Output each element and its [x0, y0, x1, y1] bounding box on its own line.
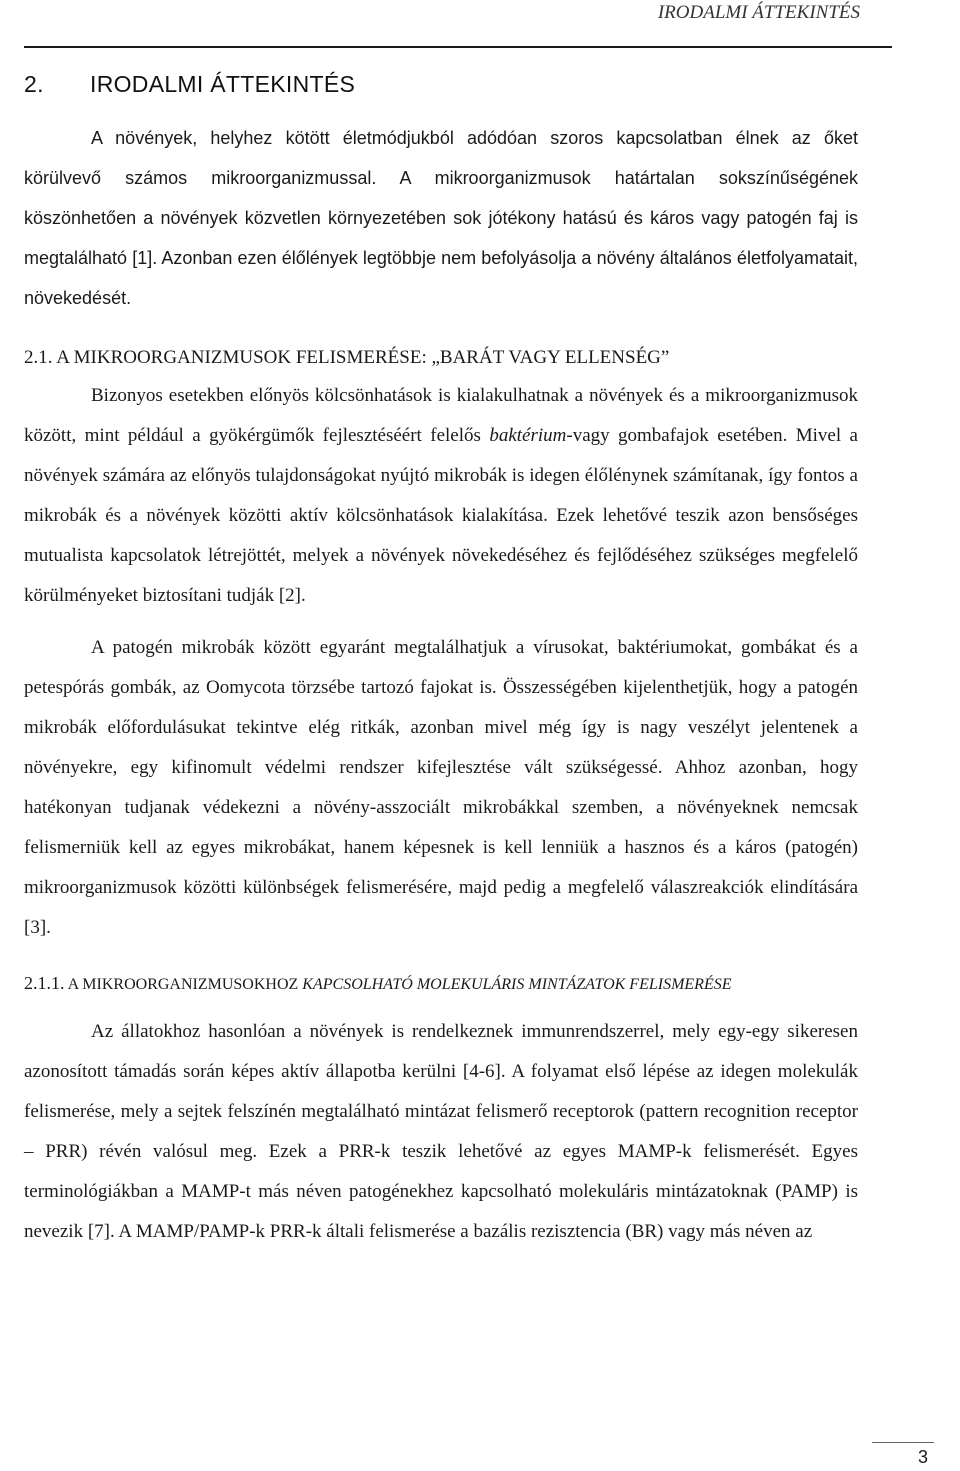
- subsection-title: A MIKROORGANIZMUSOK FELISMERÉSE: „BARÁT VAGY ELLENSÉG”: [56, 347, 670, 368]
- paragraph-intro: A növények, helyhez kötött életmódjukból adódóan szoros kapcsolatban élnek az őket körülvevő számos mikroorganizmussal. A mikroorganizmusok határtalan sokszínűségének köszönhetően a növények közvetlen környezetében sok jótékony hatású és káros vagy patogén faj is megtalálható [1]. Azonban ezen élőlények legtöbbje nem befolyásolja a növény általános életfolyamatait, növekedését.: [24, 128, 858, 308]
- subsubsection-heading: [24, 966, 858, 1002]
- subsubsection-title-italic: KAPCSOLHATÓ MOLEKULÁRIS MINTÁZATOK FELISMERÉSE: [302, 976, 732, 993]
- footer-divider: [872, 1442, 934, 1443]
- header-divider: [24, 46, 892, 48]
- section-title: IRODALMI ÁTTEKINTÉS: [90, 71, 356, 97]
- section-heading: [24, 66, 858, 102]
- subsubsection-number: 2.1.1.: [24, 973, 65, 993]
- page-number: 3: [918, 1447, 929, 1467]
- subsection-number: 2.1.: [24, 347, 53, 368]
- running-header: IRODALMI ÁTTEKINTÉS: [657, 2, 860, 23]
- paragraph-mutualism: [24, 376, 858, 616]
- paragraph-pathogens: A patogén mikrobák között egyaránt megtalálhatjuk a vírusokat, baktériumokat, gombákat és a petespórás gombák, az Oomycota törzsébe tartozó fajokat is. Összességében kijelenthetjük, hogy a patogén mikrobák előfordulásukat tekintve elég ritkák, azonban mivel még így is nagy veszélyt jelentenek a növényekre, egy kifinomult védelmi rendszer kifejlesztése vált szükségessé. Ahhoz azonban, hogy hatékonyan tudjanak védekezni a növény-asszociált mikrobákkal szemben, a növényeknek nemcsak felismerniük kell az egyes mikrobákat, hanem képesnek is kell lenniük a hasznos és a káros (patogén) mikroorganizmusok közötti különbségek felismerésére, majd pedig a megfelelő válaszreakciók elindítására [3].: [24, 637, 858, 938]
- subsubsection-title-regular: A MIKROORGANIZMUSOKHOZ: [67, 976, 299, 993]
- paragraph-mutualism-part1: Bizonyos esetekben előnyös kölcsönhatások is kialakulhatnak a növények és a mikroorganizmusok között, mint például a gyökérgümők fejlesztéséért felelős: [24, 385, 858, 446]
- paragraph-immune-system: Az állatokhoz hasonlóan a növények is rendelkeznek immunrendszerrel, mely egy-egy sikeresen azonosított támadás során képes aktív állapotba kerülni [4-6]. A folyamat első lépése az idegen molekulák felismerése, mely a sejtek felszínén megtalálható mintázat felismerő receptorok (pattern recognition receptor – PRR) révén valósul meg. Ezek a PRR-k teszik lehetővé az egyes MAMP-k felismerését. Egyes terminológiákban a MAMP-t más néven patogénekhez kapcsolható molekuláris mintázatoknak (PAMP) is nevezik [7]. A MAMP/PAMP-k PRR-k általi felismerése a bazális rezisztencia (BR) vagy más néven az: [24, 1021, 858, 1242]
- paragraph-mutualism-part2: vagy gombafajok esetében. Mivel a növények számára az előnyös tulajdonságokat nyújtó mikrobák is idegen élőlénynek számítanak, így fontos a mikrobák és a növények közötti aktív kölcsönhatások kialakítása. Ezek lehetővé teszik azon bensőséges mutualista kapcsolatok létrejöttét, melyek a növények növekedéséhez és fejlődéséhez szükséges megfelelő körülményeket biztosítani tudják [2].: [24, 425, 858, 606]
- subsection-heading: [24, 340, 858, 376]
- paragraph-mutualism-italic: baktérium-: [489, 425, 573, 446]
- section-number: 2.: [24, 71, 44, 97]
- page-body: [24, 66, 858, 1252]
